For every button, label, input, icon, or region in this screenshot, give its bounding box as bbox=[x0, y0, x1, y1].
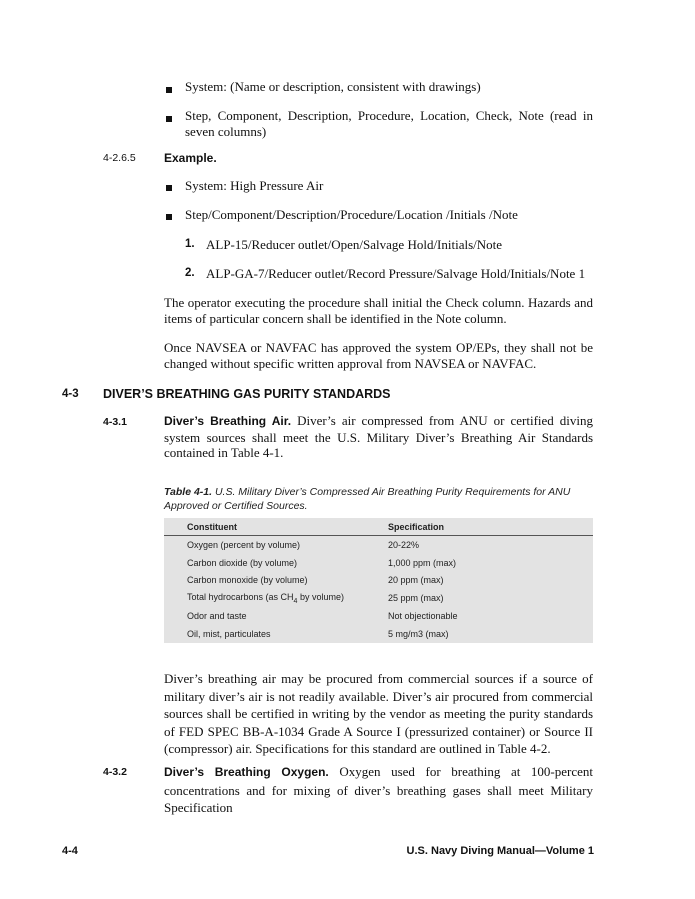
bullet-marker bbox=[166, 116, 172, 122]
purity-table-container bbox=[164, 518, 593, 643]
table-cell bbox=[164, 589, 388, 607]
footer-page-number: 4-4 bbox=[62, 845, 78, 857]
table-cell: Oxygen (percent by volume) bbox=[187, 539, 301, 550]
table-row bbox=[164, 554, 593, 572]
section-number: 4-3.2 bbox=[103, 766, 127, 778]
table-cell: 20-22% bbox=[388, 539, 420, 550]
table-cell: 5 mg/m3 (max) bbox=[388, 628, 449, 639]
table-caption bbox=[164, 485, 593, 513]
bullet-marker bbox=[166, 185, 172, 191]
table-caption-label: Table 4-1. bbox=[164, 486, 213, 498]
paragraph-commercial-sources: Diver’s breathing air may be procured from commercial sources if a source of military diver’s air is not readily available. Diver’s air procured from commercial sources shall be certified in writing by the vendor as meeting the purity standards of FED SPEC BB-A-1034 Grade A Source I (pressurized container) or Source II (compressor) air. Specifications for this standard are outlined in Table 4-2. bbox=[164, 671, 593, 757]
bullet-marker bbox=[166, 87, 172, 93]
section-heading: DIVER’S BREATHING GAS PURITY STANDARDS bbox=[103, 387, 391, 401]
section-number: 4-3.1 bbox=[103, 416, 127, 428]
table-header-cell: Constituent bbox=[164, 518, 388, 536]
numbered-item-text: ALP-15/Reducer outlet/Open/Salvage Hold/Initials/Note bbox=[206, 237, 503, 252]
table-caption-text: U.S. Military Diver’s Compressed Air Breathing Purity Requirements for ANU Approved or Certified Sources. bbox=[164, 486, 571, 512]
section-text: Diver’s air compressed from ANU or certified diving system sources shall meet the U.S. Military Diver’s Breathing Air Standards contained in Table 4-1. bbox=[164, 413, 593, 460]
section-number: 4-2.6.5 bbox=[103, 152, 136, 164]
section-paragraph bbox=[164, 413, 593, 461]
table-cell: Odor and taste bbox=[187, 611, 247, 622]
table-row bbox=[164, 625, 593, 643]
table-cell: Oil, mist, particulates bbox=[187, 628, 271, 639]
hydrocarbons-label: Total hydrocarbons (as CH bbox=[187, 591, 294, 602]
section-title: Diver’s Breathing Air. bbox=[164, 414, 292, 428]
section-number: 4-3 bbox=[62, 388, 79, 400]
table-row bbox=[164, 572, 593, 590]
table-header-row bbox=[164, 518, 593, 536]
bullet-system-description: System: (Name or description, consistent with drawings) bbox=[185, 79, 481, 94]
section-title: Diver’s Breathing Oxygen. bbox=[164, 765, 329, 779]
hydrocarbons-subscript: 4 bbox=[293, 597, 298, 605]
paragraph-operator: The operator executing the procedure shall initial the Check column. Hazards and items of particular concern shall be identified in the Note column. bbox=[164, 295, 593, 326]
bullet-columns-description: Step, Component, Description, Procedure, Location, Check, Note (read in seven columns) bbox=[185, 108, 593, 139]
section-paragraph bbox=[164, 763, 593, 817]
paragraph-navsea: Once NAVSEA or NAVFAC has approved the system OP/EPs, they shall not be changed without specific written approval from NAVSEA or NAVFAC. bbox=[164, 340, 593, 371]
table-cell: 25 ppm (max) bbox=[388, 593, 444, 604]
bullet-example-columns: Step/Component/Description/Procedure/Location /Initials /Note bbox=[185, 207, 518, 222]
table-header-cell: Specification bbox=[388, 518, 593, 536]
purity-table bbox=[164, 518, 593, 643]
table-cell: Carbon dioxide (by volume) bbox=[187, 557, 298, 568]
table-cell: Carbon monoxide (by volume) bbox=[187, 575, 308, 586]
hydrocarbons-label-tail: by volume) bbox=[297, 591, 344, 602]
numbered-item-number: 2. bbox=[185, 267, 195, 279]
table-cell: 20 ppm (max) bbox=[388, 575, 444, 586]
section-title: Example. bbox=[164, 151, 217, 165]
table-row bbox=[164, 589, 593, 607]
numbered-item-text: ALP-GA-7/Reducer outlet/Record Pressure/Salvage Hold/Initials/Note 1 bbox=[206, 266, 586, 281]
section-text: Oxygen used for breathing at 100-percent concentrations and for mixing of diver’s breathing gases shall meet Military Specification bbox=[164, 764, 593, 816]
footer-manual-title: U.S. Navy Diving Manual—Volume 1 bbox=[406, 845, 594, 857]
numbered-item-number: 1. bbox=[185, 238, 195, 250]
table-cell: Not objectionable bbox=[388, 611, 458, 622]
bullet-example-system: System: High Pressure Air bbox=[185, 178, 324, 193]
table-row bbox=[164, 536, 593, 554]
table-cell: 1,000 ppm (max) bbox=[388, 557, 457, 568]
table-row bbox=[164, 607, 593, 625]
bullet-marker bbox=[166, 214, 172, 220]
